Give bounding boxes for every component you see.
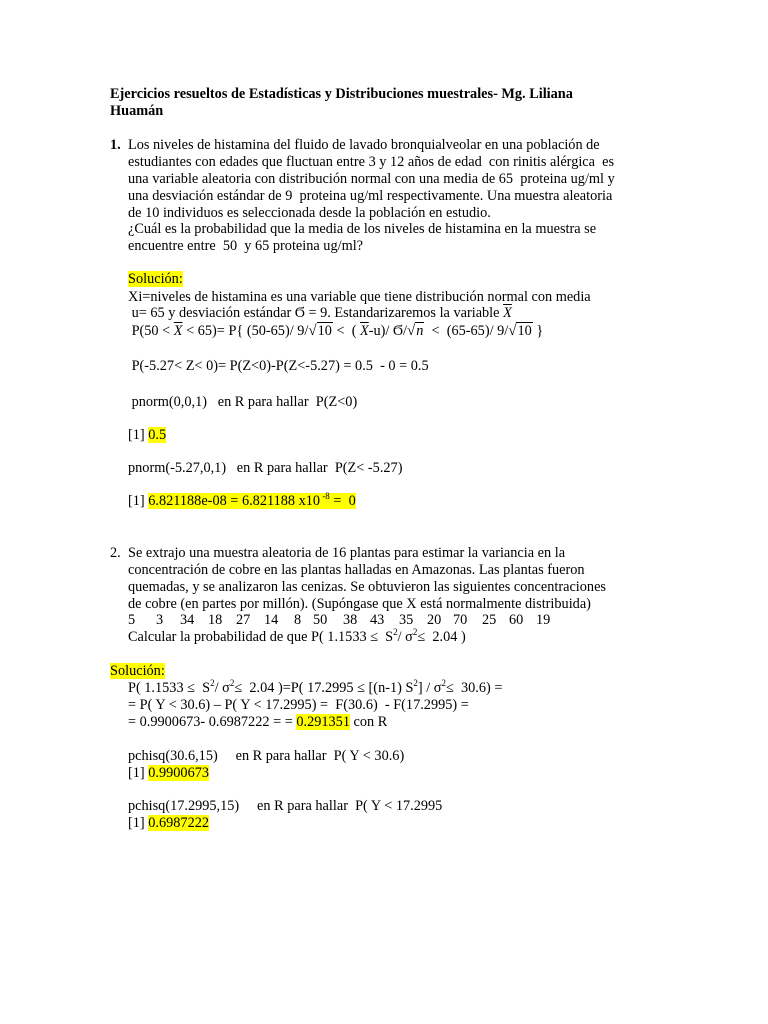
exercise-1-text-line: estudiantes con edades que fluctuan entre 3 y 12 años de edad con rinitis alérgica es (128, 154, 615, 170)
r-result-line: [1] 6.821188e-08 = 6.821188 x10 $^{-8}$ = 0 (128, 491, 356, 509)
data-value: 70 (453, 612, 468, 628)
exercise-2-text-line: de cobre (en partes por millón). (Supóngase que X está normalmente distribuida) (128, 596, 591, 612)
r-command-pnorm: pnorm(-5.27,0,1) en R para hallar P(Z< -5.27) (128, 460, 403, 476)
exercise-1-question-line: ¿Cuál es la probabilidad que la media de los niveles de histamina en la muestra se (128, 221, 597, 237)
solution-equation-line: P( $1.1533 \le S^2/$ $\sigma^2\le 2.04$ )=P( 17.2995 ≤ [(n-1) $S^2] / \sigma^2\le 30.6$) = (128, 678, 503, 696)
exercise-2-text-line: Se extrajo una muestra aleatoria de 16 plantas para estimar la variancia en la (128, 545, 566, 561)
exercise-1-text-line: Los niveles de histamina del fluido de lavado bronquialveolar en una población de (128, 137, 600, 153)
solution-label-highlight: Solución: (110, 663, 165, 679)
data-value: 27 (236, 612, 251, 628)
exercise-2-number: 2. (110, 545, 121, 561)
z-probability-line: P(-5.27< Z< 0)= P(Z<0)-P(Z<-5.27) = 0.5 - 0 = 0.5 (128, 358, 429, 374)
data-value: 60 (509, 612, 524, 628)
r-result-line: [1] 0.6987222 (128, 815, 210, 831)
r-command-pchisq: pchisq(30.6,15) en R para hallar P( Y < 30.6) (128, 748, 405, 764)
exercise-1-solution-label (128, 271, 183, 288)
square-root-10: √10 (308, 323, 332, 339)
data-value: 34 (180, 612, 195, 628)
solution-equation-line: = P( Y < 30.6) – P( Y < 17.2995) = F(30.6) - F(17.2995) = (128, 697, 469, 713)
solution-text-line: u= 65 y desviación estándar Ϭ = 9. Estandarizaremos la variable $\overline{X}$ (128, 305, 512, 321)
data-value: 5 (128, 612, 136, 628)
exercise-1-text-line: una variable aleatoria con distribución normal con una media de 65 proteina ug/ml y (128, 171, 615, 187)
exercise-2-text-line: quemadas, y se analizaron las cenizas. Se obtuvieron las siguientes concentraciones (128, 579, 606, 595)
exercise-2-question: Calcular la probabilidad de que P( $1.1533 \le S^2/$ $\sigma^2\le 2.04$ ) (128, 627, 466, 645)
exercise-1-number: 1. (110, 137, 121, 153)
exercise-1-question-line: encuentre entre 50 y 65 proteina ug/ml? (128, 238, 364, 254)
exercise-2-text-line: concentración de cobre en las plantas halladas en Amazonas. Las plantas fueron (128, 562, 585, 578)
square-root-n: √n (406, 323, 424, 339)
data-value: 19 (536, 612, 551, 628)
data-value: 35 (399, 612, 414, 628)
standardization-equation: $P(50 < \overline{X} < 65)= P${ (50-65)/ 9/√10 < ( $\overline{X}-u)/$ Ϭ/√n < (65-65)/ 9/√10 } (128, 323, 544, 339)
document-title-line2: Huamán (110, 103, 164, 119)
exercise-1-text-line: de 10 individuos es seleccionada desde la población en estudio. (128, 205, 491, 221)
r-command-pnorm: pnorm(0,0,1) en R para hallar P(Z<0) (128, 394, 358, 410)
r-result-value: 0.6987222 (148, 815, 210, 831)
document-title-line1: Ejercicios resueltos de Estadísticas y Distribuciones muestrales- Mg. Liliana (110, 86, 573, 102)
data-value: 20 (427, 612, 442, 628)
data-value: 50 (313, 612, 328, 628)
data-value: 38 (343, 612, 358, 628)
data-value: 43 (370, 612, 385, 628)
solution-equation-line: = 0.9900673- 0.6987222 = = 0.291351 con R (128, 714, 388, 730)
exercise-2-solution-label (110, 663, 165, 680)
r-result-value: 0.5 (148, 427, 167, 443)
solution-text-line: Xi=niveles de histamina es una variable que tiene distribución normal con media (128, 289, 591, 305)
r-command-pchisq: pchisq(17.2995,15) en R para hallar P( Y < 17.2995 (128, 798, 443, 814)
r-result-value: 6.821188e-08 = 6.821188 x10 $^{-8}$ = 0 (148, 491, 356, 509)
r-result-line: [1] 0.9900673 (128, 765, 210, 781)
sample-mean-symbol: $\overline{X}$ (360, 323, 369, 339)
data-value: 14 (264, 612, 279, 628)
sample-mean-symbol: $\overline{X}$ (173, 323, 183, 339)
solution-label-highlight: Solución: (128, 271, 183, 287)
exercise-1-text-line: una desviación estándar de 9 proteina ug/ml respectivamente. Una muestra aleatoria (128, 188, 613, 204)
data-value: 8 (294, 612, 302, 628)
data-value: 18 (208, 612, 223, 628)
r-result-value: 0.9900673 (148, 765, 210, 781)
r-result-line: [1] 0.5 (128, 427, 167, 443)
data-value: 3 (156, 612, 164, 628)
data-value: 25 (482, 612, 497, 628)
square-root-10: √10 (508, 323, 532, 339)
sample-mean-symbol: $\overline{X}$ (503, 305, 512, 321)
final-probability-value: 0.291351 (296, 714, 350, 730)
